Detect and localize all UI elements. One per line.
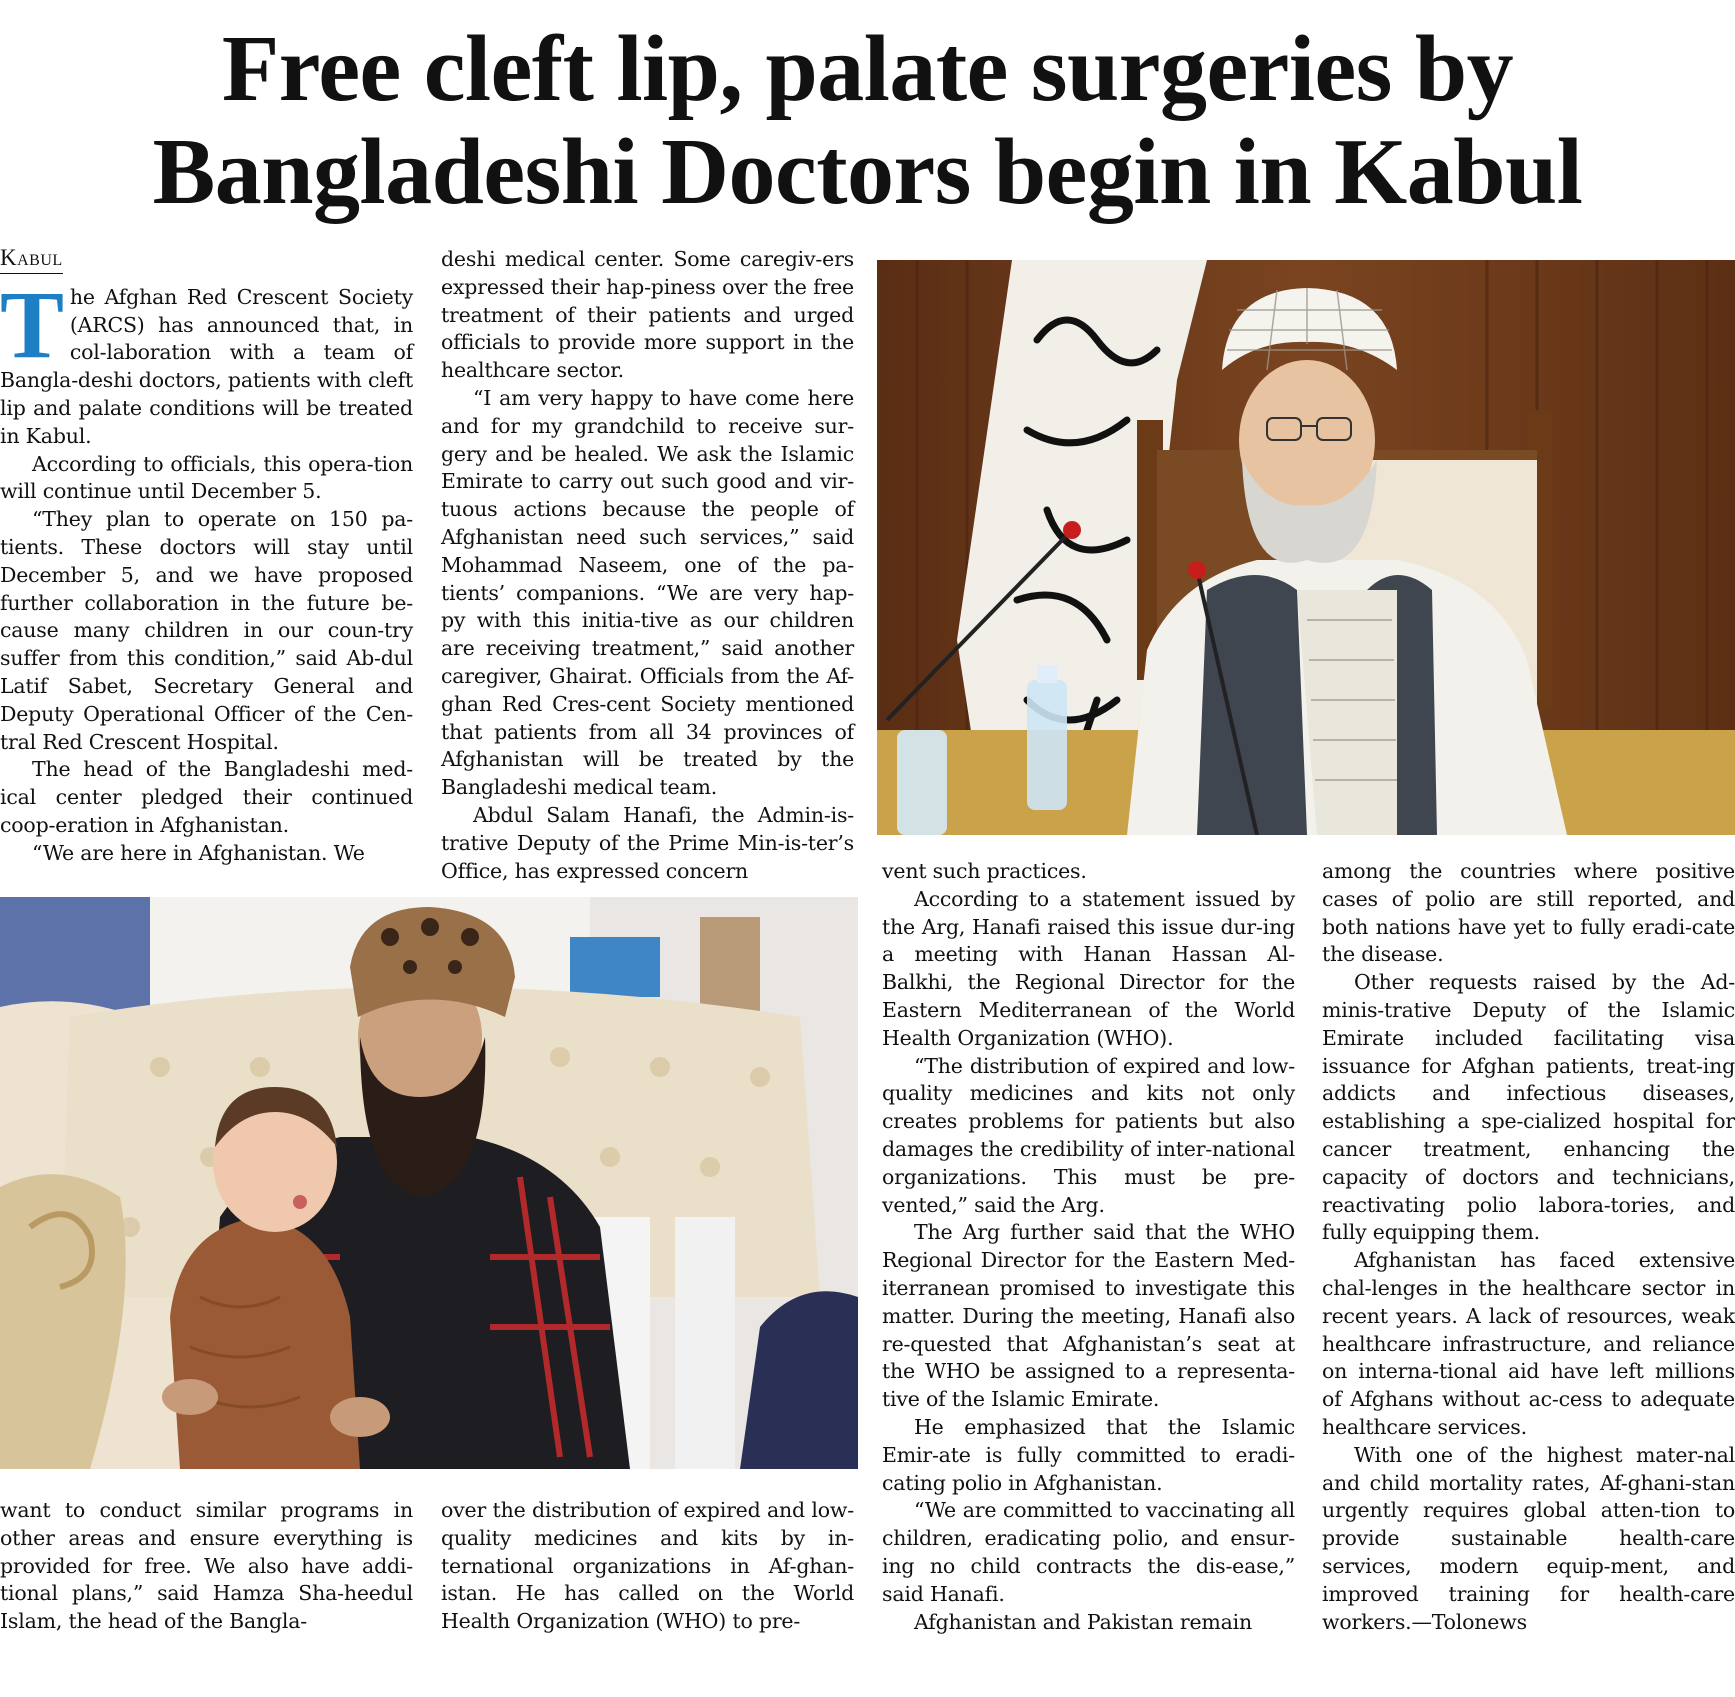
paragraph: Afghanistan and Pakistan remain	[914, 1609, 1253, 1634]
paragraph: vent such practices.	[882, 859, 1087, 883]
paragraph: According to officials, this opera-tion will continue until December 5.	[0, 451, 413, 504]
column-1-upper	[0, 244, 413, 868]
paragraph: Other requests raised by the Ad-minis-trative Deputy of the Islamic Emirate included facilitating visa issuance for Afghan patients, treat-ing addicts and infectious diseases, establishing a spe-cialized hospital for cancer treatment, enhancing the capacity of doctors and technicians, reactivating polio labora-tories, and fully equipping them.	[1322, 970, 1735, 1245]
paragraph: want to conduct similar programs in other areas and ensure everything is provided for free. We also have addi-tional plans,” said Hamza Sha-heedul Islam, the head of the Bangla-	[0, 1498, 413, 1634]
column-2-lower	[441, 1497, 854, 1636]
paragraph: “They plan to operate on 150 pa-tients. These doctors will stay until December 5, and we have proposed further collaboration in the future be-cause many children in our coun-try suffer from this condition,” said Ab-dul Latif Sabet, Secretary General and Deputy Operational Officer of the Cen-tral Red Crescent Hospital.	[0, 507, 413, 754]
headline	[0, 18, 1735, 224]
column-4	[1322, 858, 1735, 1636]
column-3	[882, 858, 1295, 1636]
paragraph: According to a statement issued by the Arg, Hanafi raised this issue dur-ing a meeting with Hanan Hassan Al-Balkhi, the Regional Director for the Eastern Mediterranean of the World Health Organization (WHO).	[882, 886, 1295, 1050]
column-1-lower	[0, 1497, 413, 1636]
photo-father-with-baby	[0, 897, 858, 1469]
paragraph: He emphasized that the Islamic Emir-ate is fully committed to eradi-cating polio in Afghanistan.	[882, 1414, 1295, 1495]
paragraph: The Afghan Red Crescent Society (ARCS) has announced that, in col-laboration with a team of Bangla-deshi doctors, patients with cleft lip and palate conditions will be treated in Kabul.	[0, 270, 413, 448]
paragraph: “We are committed to vaccinating all children, eradicating polio, and ensur-ing no child contracts the dis-ease,” said Hanafi.	[882, 1498, 1295, 1606]
paragraph: Abdul Salam Hanafi, the Admin-is-trative Deputy of the Prime Min-is-ter’s Office, has expressed concern	[441, 802, 854, 883]
photo-official-meeting	[877, 260, 1735, 835]
drop-cap: T	[0, 270, 64, 378]
paragraph: Afghanistan has faced extensive chal-lenges in the healthcare sector in recent years. A lack of resources, weak healthcare infrastructure, and reliance on interna-tional aid have left millions of Afghans without ac-cess to adequate healthcare services.	[1322, 1248, 1735, 1439]
dateline: Kabul	[0, 244, 63, 274]
paragraph: With one of the highest mater-nal and child mortality rates, Af-ghani-stan urgently requires global atten-tion to provide sustainable health-care services, modern equip-ment, and improved training for health-care workers.—Tolonews	[1322, 1442, 1735, 1634]
paragraph: among the countries where positive cases of polio are still reported, and both nations have yet to fully eradi-cate the disease.	[1322, 859, 1735, 967]
headline-line-2: Bangladeshi Doctors begin in Kabul	[152, 120, 1583, 224]
paragraph: deshi medical center. Some caregiv-ers expressed their hap-piness over the free treatment of their patients and urged officials to provide more support in the healthcare sector.	[441, 247, 854, 383]
paragraph: The Arg further said that the WHO Regional Director for the Eastern Med-iterranean promised to investigate this matter. During the meeting, Hanafi also re-quested that Afghanistan’s seat at the WHO be assigned to a representa-tive of the Islamic Emirate.	[882, 1220, 1295, 1412]
paragraph: The head of the Bangladeshi med-ical center pledged their continued coop-eration in Afghanistan.	[0, 757, 413, 837]
paragraph: “The distribution of expired and low-quality medicines and kits not only creates problems for patients but also damages the credibility of inter-national organizations. This must be pre-vented,” said the Arg.	[882, 1053, 1295, 1217]
column-2-upper	[441, 246, 854, 885]
paragraph: “We are here in Afghanistan. We	[32, 840, 365, 865]
paragraph: over the distribution of expired and low-quality medicines and kits by in-ternational organizations in Af-ghan-istan. He has called on the World Health Organization (WHO) to pre-	[441, 1498, 854, 1634]
paragraph: “I am very happy to have come here and for my grandchild to receive sur-gery and be healed. We ask the Islamic Emirate to carry out such good and vir-tuous actions because the people of Afghanistan need such services,” said Mohammad Naseem, one of the pa-tients’ companions. “We are very hap-py with this initia-tive as our children are receiving treatment,” said another caregiver, Ghairat. Officials from the Af-ghan Red Cres-cent Society mentioned that patients from all 34 provinces of Afghanistan will be treated by the Bangladeshi medical team.	[441, 385, 854, 800]
headline-line-1: Free cleft lip, palate surgeries by	[221, 17, 1514, 121]
